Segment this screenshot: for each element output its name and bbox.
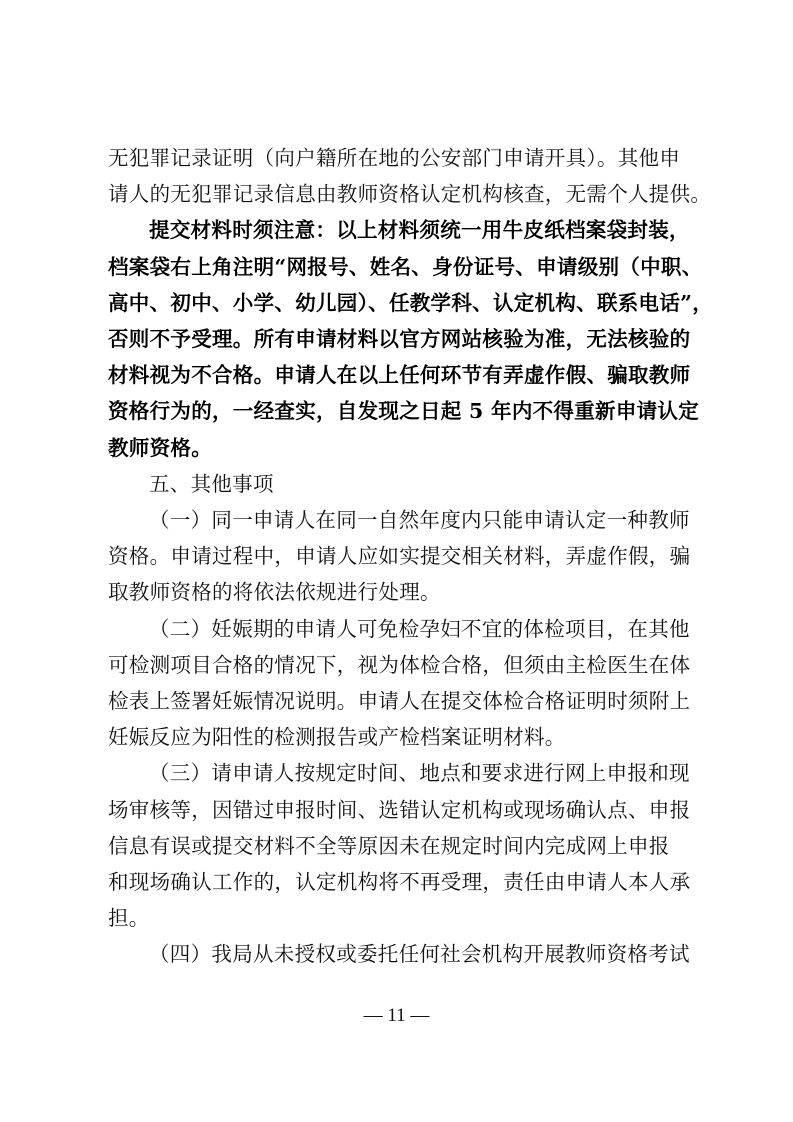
- text-line: 妊娠反应为阳性的检测报告或产检档案证明材料。: [108, 725, 566, 750]
- paragraph-submission-notice: [108, 212, 714, 465]
- text-line: 取教师资格的将依法依规进行处理。: [108, 580, 441, 605]
- text-line: 请人的无犯罪记录信息由教师资格认定机构核查，无需个人提供。: [108, 182, 712, 207]
- text-line: 高中、初中、小学、幼儿园）、任教学科、认定机构、联系电话”，: [108, 290, 714, 315]
- page-number: — 11 —: [363, 1005, 430, 1026]
- text-line: 检表上签署妊娠情况说明。申请人在提交体检合格证明时须附上: [108, 689, 691, 714]
- text-line: 教师资格。: [108, 435, 212, 460]
- text-line: 提交材料时须注意：以上材料须统一用牛皮纸档案袋封装，: [149, 218, 690, 243]
- text-line: 信息有误或提交材料不全等原因未在规定时间内完成网上申报: [108, 833, 670, 858]
- paragraph-item-four: [108, 936, 698, 972]
- text-line: （一）同一申请人在同一自然年度内只能申请认定一种教师: [149, 508, 690, 533]
- paragraph-item-three: [108, 755, 698, 936]
- text-line: （三）请申请人按规定时间、地点和要求进行网上申报和现: [149, 761, 690, 786]
- page-body: [108, 140, 714, 973]
- section-heading: 五、其他事项: [149, 471, 274, 496]
- text-line: 否则不予受理。所有申请材料以官方网站核验为准，无法核验的: [108, 327, 691, 352]
- text-line: 场审核等，因错过申报时间、选错认定机构或现场确认点、申报: [108, 797, 691, 822]
- text-line: 资格。申请过程中，申请人应如实提交相关材料，弄虚作假，骗: [108, 544, 691, 569]
- text-line: （四）我局从未授权或委托任何社会机构开展教师资格考试: [149, 942, 690, 967]
- paragraph-criminal-record: [108, 140, 712, 212]
- paragraph-item-one: [108, 502, 698, 611]
- text-line: 材料视为不合格。申请人在以上任何环节有弄虚作假、骗取教师: [108, 363, 691, 388]
- text-line: 和现场确认工作的，认定机构将不再受理，责任由申请人本人承: [108, 870, 691, 895]
- text-line: 无犯罪记录证明（向户籍所在地的公安部门申请开具）。其他申: [108, 146, 681, 170]
- text-line: 档案袋右上角注明“网报号、姓名、身份证号、申请级别（中职、: [108, 254, 703, 279]
- text-line: 资格行为的，一经查实，自发现之日起 5 年内不得重新申请认定: [108, 399, 700, 424]
- paragraph-item-two: [108, 611, 698, 756]
- text-line: 担。: [108, 906, 150, 931]
- text-line: （二）妊娠期的申请人可免检孕妇不宜的体检项目，在其他: [149, 616, 690, 641]
- section-heading-other-matters: [108, 466, 698, 502]
- text-line: 可检测项目合格的情况下，视为体检合格，但须由主检医生在体: [108, 652, 691, 677]
